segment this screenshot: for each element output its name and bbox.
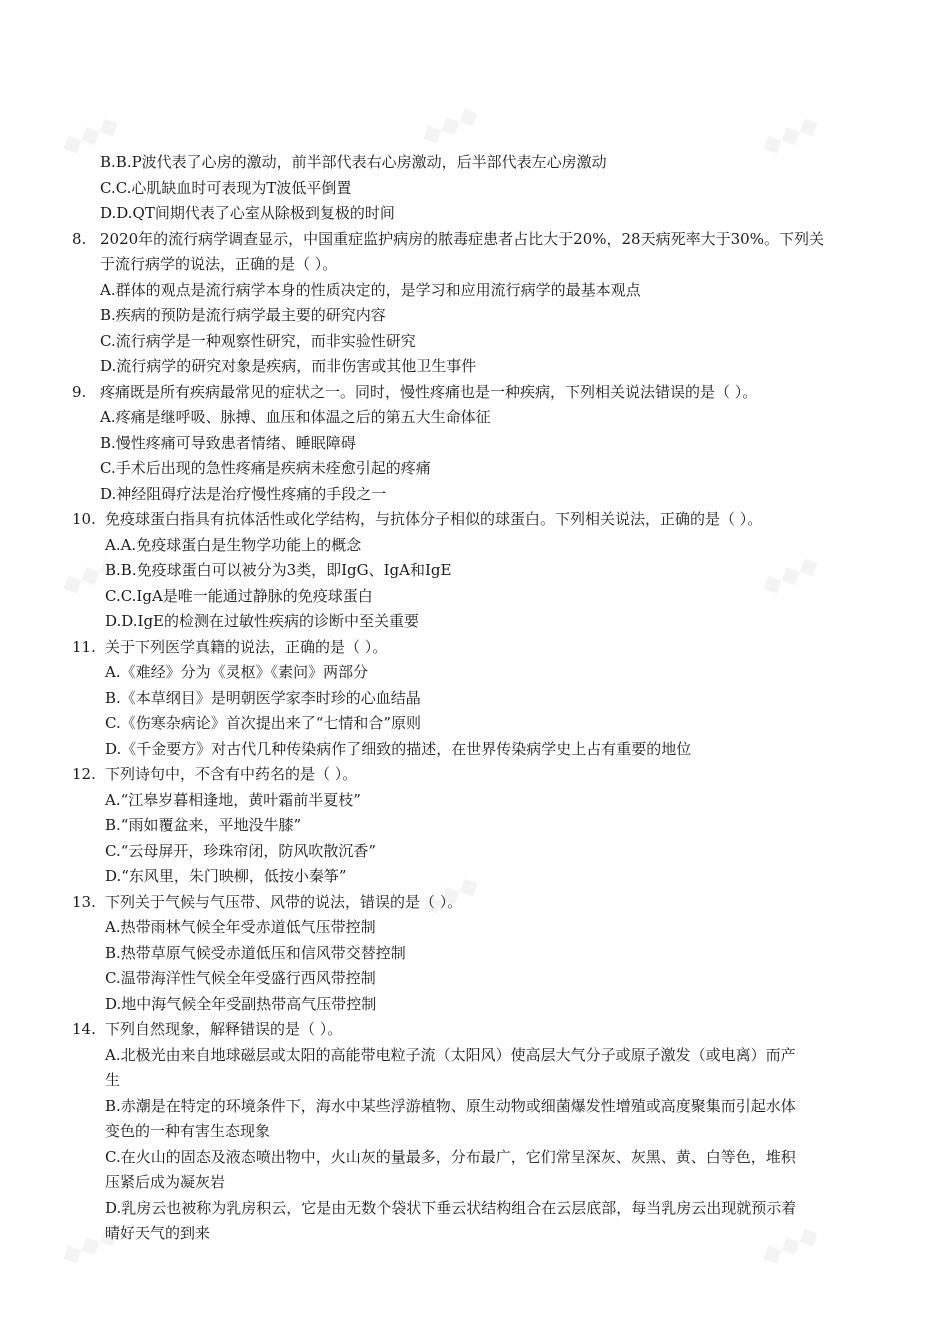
question-text: 2020年的流行病学调查显示，中国重症监护病房的脓毒症患者占比大于20%，28天病死率大于30%。下列关 (100, 230, 824, 248)
option-14-c-continuation: 压紧后成为凝灰岩 (105, 1173, 226, 1191)
option-14-a: A.北极光由来自地球磁层或太阳的高能带电粒子流（太阳风）使高层大气分子或原子激发（或电离）而产 (105, 1046, 796, 1064)
question-9 (0, 382, 950, 404)
question-number: 11. (72, 638, 96, 656)
option-12-a: A.“江皋岁暮相逢地，黄叶霜前半夏枝” (105, 791, 361, 809)
question-number: 8. (72, 230, 87, 248)
option-7-d: D.D.QT间期代表了心室从除极到复极的时间 (100, 204, 395, 222)
watermark (756, 1219, 823, 1272)
option-9-a: A.疼痛是继呼吸、脉搏、血压和体温之后的第五大生命体征 (100, 408, 491, 426)
option-10-c: C.C.IgA是唯一能通过静脉的免疫球蛋白 (105, 587, 373, 605)
question-number: 14. (72, 1020, 96, 1038)
option-8-c: C.流行病学是一种观察性研究，而非实验性研究 (100, 332, 416, 350)
question-8 (0, 229, 950, 251)
option-7-c: C.C.心肌缺血时可表现为T波低平倒置 (100, 179, 352, 197)
option-9-c: C.手术后出现的急性疼痛是疾病未痊愈引起的疼痛 (100, 459, 431, 477)
question-number: 9. (72, 383, 87, 401)
option-8-b: B.疾病的预防是流行病学最主要的研究内容 (100, 306, 386, 324)
option-14-b-continuation: 变色的一种有害生态现象 (105, 1122, 271, 1140)
question-11 (0, 637, 950, 659)
question-number: 13. (72, 893, 96, 911)
question-14 (0, 1019, 950, 1041)
option-8-d: D.流行病学的研究对象是疾病，而非伤害或其他卫生事件 (100, 357, 477, 375)
option-9-d: D.神经阻碍疗法是治疗慢性疼痛的手段之一 (100, 485, 387, 503)
question-text: 关于下列医学真籍的说法，正确的是（ ）。 (105, 638, 388, 656)
watermark (756, 109, 823, 162)
option-13-a: A.热带雨林气候全年受赤道低气压带控制 (105, 918, 376, 936)
option-7-b: B.B.P波代表了心房的激动，前半部代表右心房激动，后半部代表左心房激动 (100, 153, 607, 171)
option-12-d: D.“东风里，朱门映柳，低按小秦筝” (105, 867, 347, 885)
option-14-b: B.赤潮是在特定的环境条件下，海水中某些浮游植物、原生动物或细菌爆发性增殖或高度聚集而引起水体 (105, 1097, 796, 1115)
question-8-continuation: 于流行病学的说法，正确的是（ ）。 (100, 255, 338, 273)
question-text: 免疫球蛋白指具有抗体活性或化学结构，与抗体分子相似的球蛋白。下列相关说法，正确的是（ ）。 (105, 510, 763, 528)
question-text: 疼痛既是所有疾病最常见的症状之一。同时，慢性疼痛也是一种疾病，下列相关说法错误的是（ ）。 (100, 383, 758, 401)
option-13-b: B.热带草原气候受赤道低压和信风带交替控制 (105, 944, 406, 962)
option-11-b: B.《本草纲目》是明朝医学家李时珍的心血结晶 (105, 689, 421, 707)
question-13 (0, 892, 950, 914)
option-11-d: D.《千金要方》对古代几种传染病作了细致的描述，在世界传染病学史上占有重要的地位 (105, 740, 692, 758)
option-8-a: A.群体的观点是流行病学本身的性质决定的，是学习和应用流行病学的最基本观点 (100, 281, 641, 299)
option-11-a: A.《难经》分为《灵枢》《素问》两部分 (105, 663, 369, 681)
option-13-d: D.地中海气候全年受副热带高气压带控制 (105, 995, 377, 1013)
question-number: 10. (72, 510, 96, 528)
option-10-d: D.D.IgE的检测在过敏性疾病的诊断中至关重要 (105, 612, 419, 630)
option-9-b: B.慢性疼痛可导致患者情绪、睡眠障碍 (100, 434, 356, 452)
option-14-a-continuation: 生 (105, 1071, 121, 1089)
option-13-c: C.温带海洋性气候全年受盛行西风带控制 (105, 969, 376, 987)
question-number: 12. (72, 765, 96, 783)
option-12-c: C.“云母屏开，珍珠帘闭，防风吹散沉香” (105, 842, 377, 860)
question-text: 下列诗句中，不含有中药名的是（ ）。 (105, 765, 358, 783)
question-text: 下列关于气候与气压带、风带的说法，错误的是（ ）。 (105, 893, 463, 911)
question-text: 下列自然现象，解释错误的是（ ）。 (105, 1020, 343, 1038)
option-10-b: B.B.免疫球蛋白可以被分为3类，即IgG、IgA和IgE (105, 561, 452, 579)
watermark (416, 99, 483, 152)
question-10 (0, 509, 950, 531)
option-14-d: D.乳房云也被称为乳房积云，它是由无数个袋状下垂云状结构组合在云层底部，每当乳房云出现就预示着 (105, 1199, 797, 1217)
watermark (756, 549, 823, 602)
option-10-a: A.A.免疫球蛋白是生物学功能上的概念 (105, 536, 362, 554)
option-14-c: C.在火山的固态及液态喷出物中，火山灰的量最多，分布最广，它们常呈深灰、灰黑、黄、白等色，堆积 (105, 1148, 796, 1166)
question-12 (0, 764, 950, 786)
option-11-c: C.《伤寒杂病论》首次提出来了“七情和合”原则 (105, 714, 422, 732)
option-12-b: B.“雨如覆盆来，平地没牛膝” (105, 816, 302, 834)
option-14-d-continuation: 晴好天气的到来 (105, 1224, 211, 1242)
